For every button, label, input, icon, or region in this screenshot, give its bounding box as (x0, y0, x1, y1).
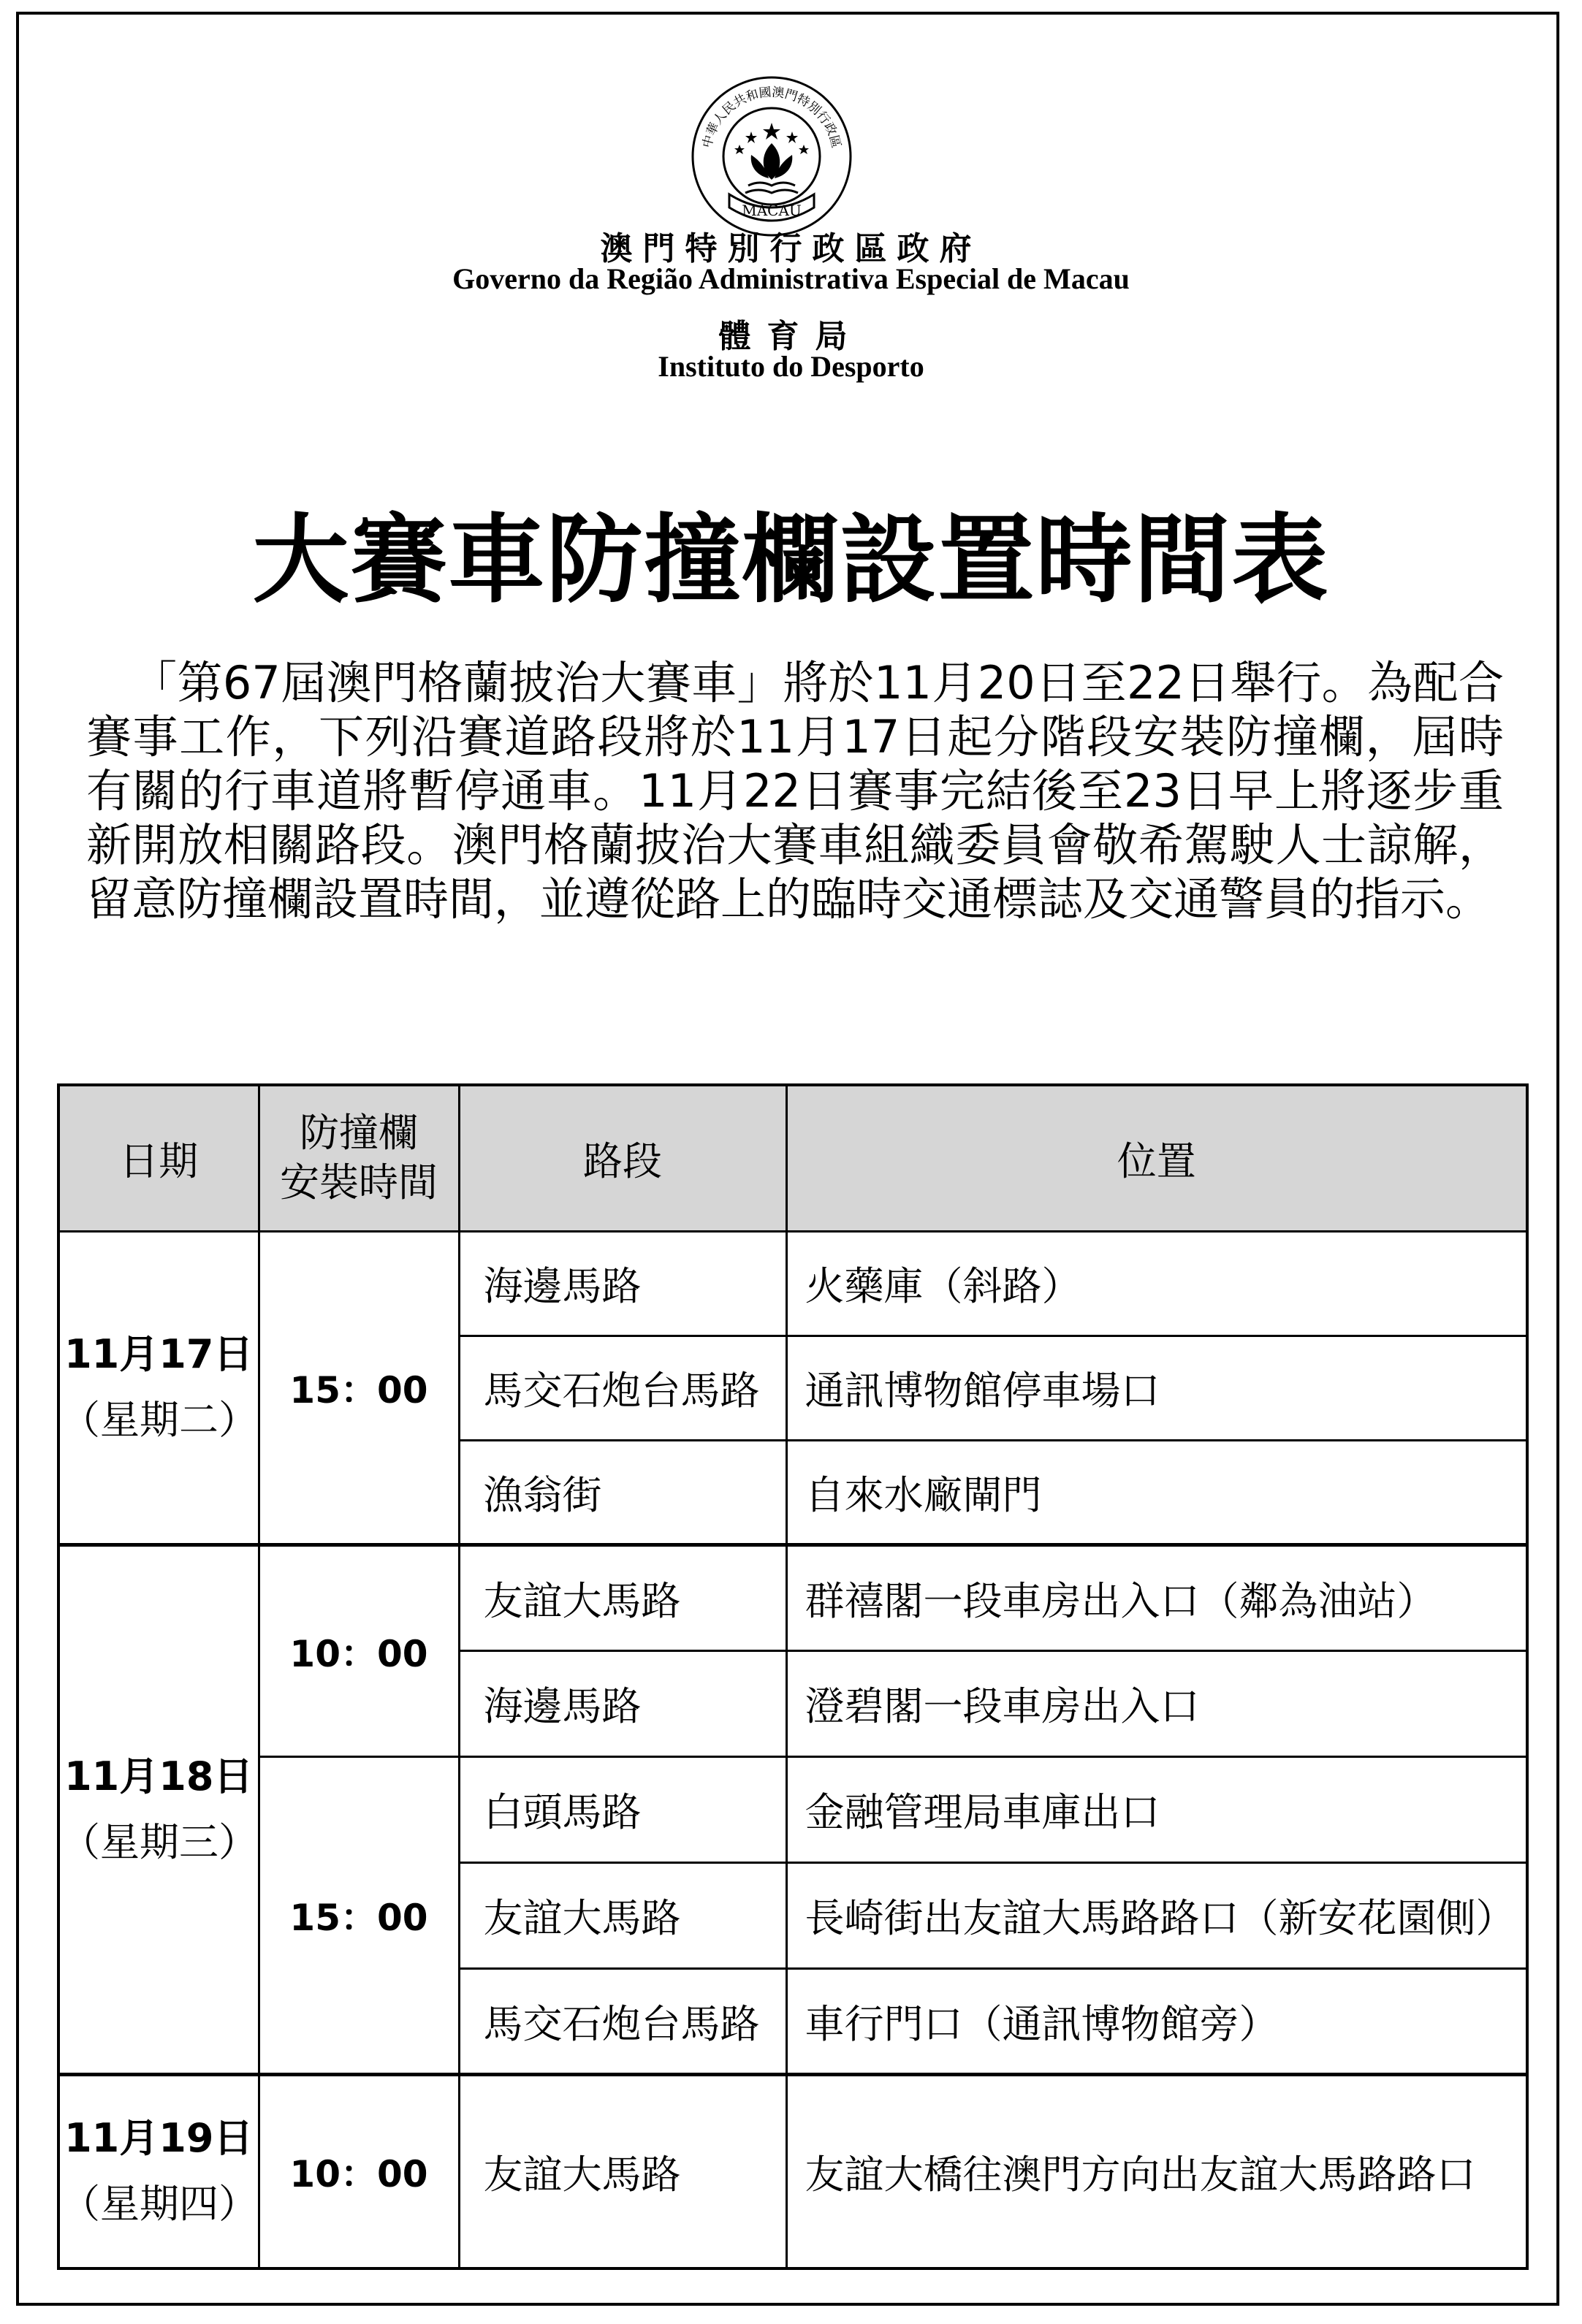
weekday-label: （星期三） (61, 1818, 258, 1865)
date-label: 11月17日 (64, 1331, 254, 1377)
macau-emblem-icon (684, 70, 859, 238)
location-cell: 車行門口（通訊博物館旁） (786, 1968, 1527, 2074)
date-cell (58, 2074, 259, 2268)
table-row (58, 1544, 1527, 1650)
header-time-line1: 防撞欄 (300, 1110, 418, 1157)
table-row (58, 2074, 1527, 2268)
emblem-ring-text: 中華人民共和國澳門特別行政區 (700, 85, 843, 150)
time-cell: 10：00 (259, 2074, 459, 2268)
road-cell: 馬交石炮台馬路 (459, 1336, 786, 1440)
location-cell: 自來水廠閘門 (786, 1440, 1527, 1544)
barrier-schedule-table (57, 1083, 1529, 2270)
dept-name-pt: Instituto do Desporto (658, 350, 924, 383)
road-cell: 馬交石炮台馬路 (459, 1968, 786, 2074)
road-cell: 友誼大馬路 (459, 1544, 786, 1650)
header-time-line2: 安裝時間 (280, 1159, 438, 1206)
time-cell: 15：00 (259, 1756, 459, 2074)
road-cell: 海邊馬路 (459, 1650, 786, 1756)
page-title: 大賽車防撞欄設置時間表 (252, 504, 1330, 617)
road-cell: 友誼大馬路 (459, 1862, 786, 1968)
road-cell: 海邊馬路 (459, 1231, 786, 1336)
location-cell: 澄碧閣一段車房出入口 (786, 1650, 1527, 1756)
time-cell: 10：00 (259, 1544, 459, 1756)
date-cell (58, 1231, 259, 1544)
road-cell: 漁翁街 (459, 1440, 786, 1544)
header-time (259, 1085, 459, 1231)
road-cell: 白頭馬路 (459, 1756, 786, 1862)
table-header-row (58, 1085, 1527, 1231)
weekday-label: （星期二） (61, 1397, 258, 1443)
gov-name-pt: Governo da Região Administrativa Especial de Macau (452, 262, 1130, 295)
weekday-label: （星期四） (61, 2181, 258, 2228)
date-cell (58, 1544, 259, 2074)
location-cell: 通訊博物館停車場口 (786, 1336, 1527, 1440)
header-location: 位置 (786, 1085, 1527, 1231)
table-row (58, 1756, 1527, 1862)
intro-paragraph (86, 656, 1504, 926)
time-cell: 15：00 (259, 1231, 459, 1544)
location-cell: 友誼大橋往澳門方向出友誼大馬路路口 (786, 2074, 1527, 2268)
date-label: 11月19日 (64, 2115, 254, 2162)
location-cell: 金融管理局車庫出口 (786, 1756, 1527, 1862)
header-date: 日期 (58, 1085, 259, 1231)
location-cell: 群禧閣一段車房出入口（鄰為油站） (786, 1544, 1527, 1650)
road-cell: 友誼大馬路 (459, 2074, 786, 2268)
location-cell: 火藥庫（斜路） (786, 1231, 1527, 1336)
gov-name-cn: 澳門特別行政區政府 (600, 231, 982, 267)
intro-text: 「第67屆澳門格蘭披治大賽車」將於11月20日至22日舉行。為配合賽事工作，下列沿賽道路段將於11月17日起分階段安裝防撞欄，屆時有關的行車道將暫停通車。11月22日賽事完結後至23日早上將逐步重新開放相關路段。澳門格蘭披治大賽車組織委員會敬希駕駛人士諒解，留意防撞欄設置時間，並遵從路上的臨時交通標誌及交通警員的指示。 (86, 656, 1504, 926)
dept-name-cn: 體育局 (718, 319, 864, 354)
date-label: 11月18日 (64, 1753, 254, 1799)
header-road: 路段 (459, 1085, 786, 1231)
emblem-label: MACAU (742, 202, 802, 219)
table-row (58, 1231, 1527, 1336)
location-cell: 長崎街出友誼大馬路路口（新安花園側） (786, 1862, 1527, 1968)
